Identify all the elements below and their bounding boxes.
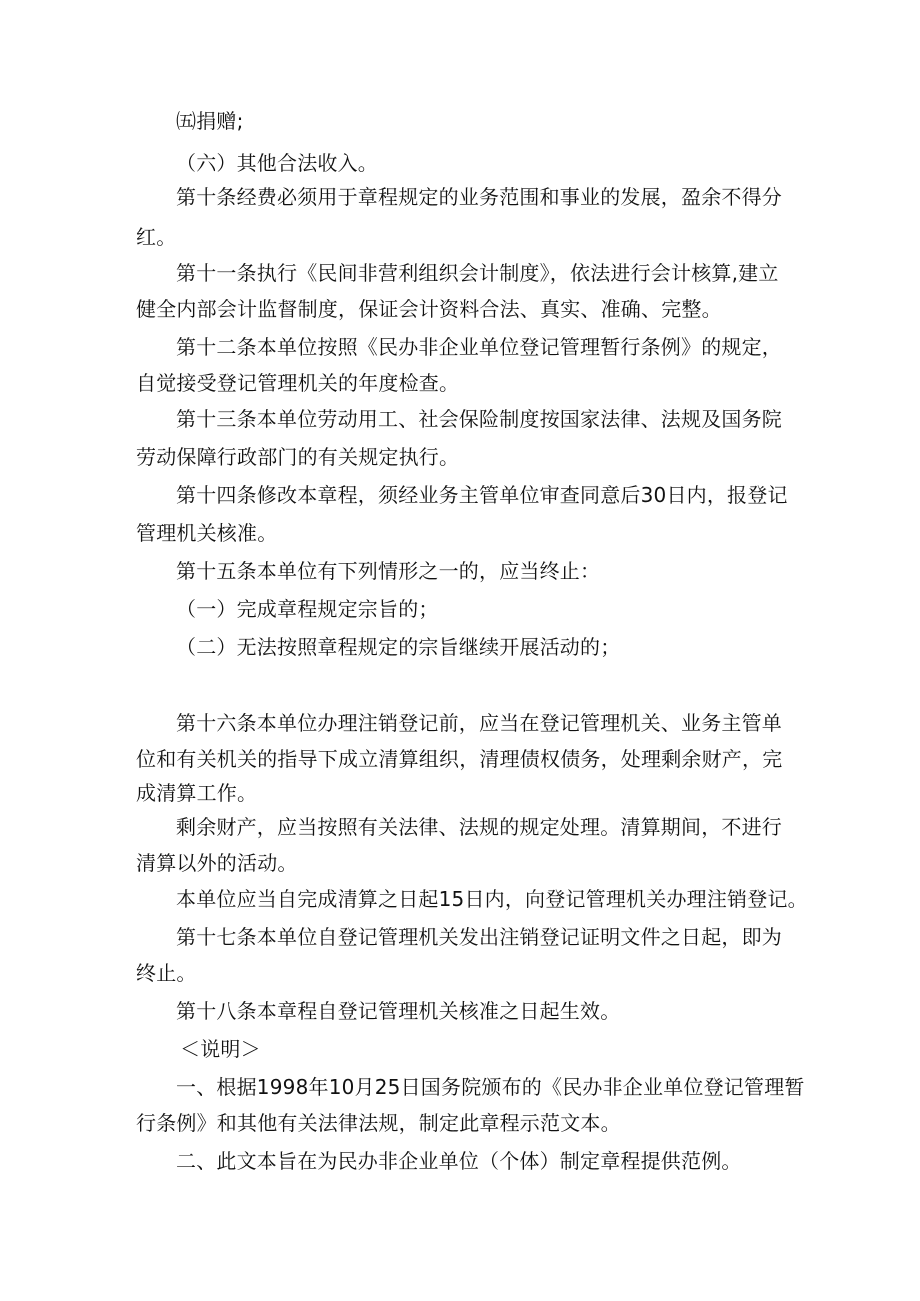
text-line: 清算以外的活动。 — [136, 851, 298, 875]
text-line: 本单位应当自完成清算之日起15日内，向登记管理机关办理注销登记。 — [176, 887, 808, 911]
text-line: 第十一条执行《民间非营利组织会计制度》，依法进行会计核算,建立 — [176, 261, 779, 285]
text-line: 成清算工作。 — [136, 781, 258, 805]
text-line: 第十五条本单位有下列情形之一的，应当终止： — [176, 559, 601, 583]
text-line: （一）完成章程规定宗旨的； — [176, 597, 439, 621]
text-line: 第十三条本单位劳动用工、社会保险制度按国家法律、法规及国务院 — [176, 407, 782, 431]
text-line: 行条例》和其他有关法律法规，制定此章程示范文本。 — [136, 1111, 621, 1135]
text-line: 二、此文本旨在为民办非企业单位（个体）制定章程提供范例。 — [176, 1149, 742, 1173]
text-line: 管理机关核准。 — [136, 521, 278, 545]
text-line: 第十八条本章程自登记管理机关核准之日起生效。 — [176, 999, 621, 1023]
text-line: 劳动保障行政部门的有关规定执行。 — [136, 445, 460, 469]
text-line: 第十四条修改本章程，须经业务主管单位审查同意后30日内，报登记 — [176, 483, 788, 507]
text-line: 终止。 — [136, 961, 197, 985]
text-line: 一、根据1998年10月25日国务院颁布的《民办非企业单位登记管理暂 — [176, 1075, 805, 1099]
text-line: 自觉接受登记管理机关的年度检查。 — [136, 371, 460, 395]
text-line: ＜说明＞ — [180, 1037, 261, 1061]
text-line: 第十条经费必须用于章程规定的业务范围和事业的发展，盈余不得分 — [176, 185, 782, 209]
text-line: 健全内部会计监督制度，保证会计资料合法、真实、准确、完整。 — [136, 297, 722, 321]
text-line: 第十六条本单位办理注销登记前，应当在登记管理机关、业务主管单 — [176, 711, 782, 735]
text-line: （二）无法按照章程规定的宗旨继续开展活动的； — [176, 635, 621, 659]
text-line: 剩余财产，应当按照有关法律、法规的规定处理。清算期间，不进行 — [176, 815, 782, 839]
text-line: （六）其他合法收入。 — [176, 151, 378, 175]
text-line: 第十七条本单位自登记管理机关发出注销登记证明文件之日起，即为 — [176, 925, 782, 949]
text-line: ㈤捐赠; — [176, 109, 244, 133]
text-line: 位和有关机关的指导下成立清算组织，清理债权债务，处理剩余财产，完 — [136, 747, 783, 771]
text-line: 第十二条本单位按照《民办非企业单位登记管理暂行条例》的规定， — [176, 335, 782, 359]
text-line: 红。 — [136, 225, 177, 249]
